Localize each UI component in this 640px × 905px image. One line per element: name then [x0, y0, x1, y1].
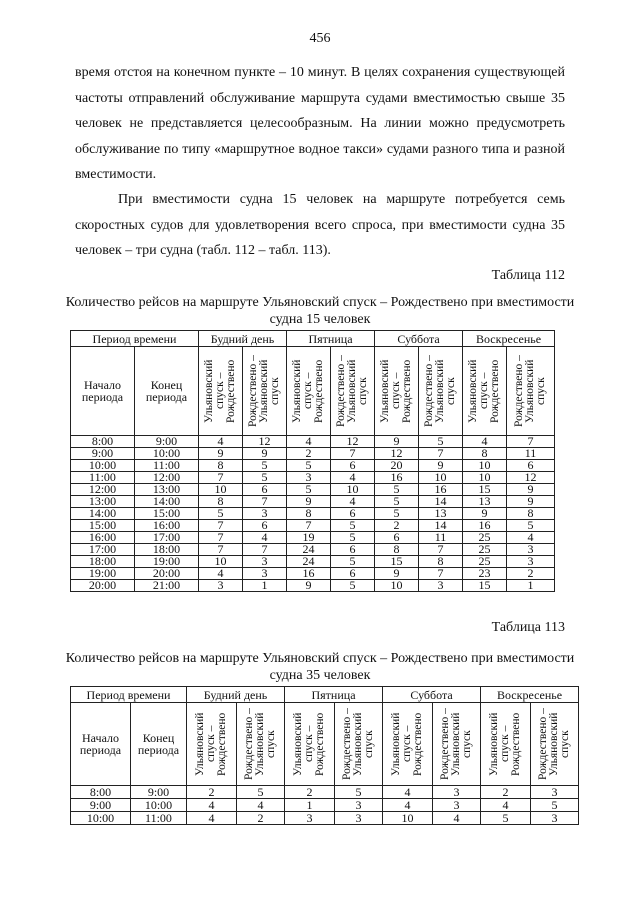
value-cell: 6 — [331, 508, 375, 520]
table-row — [71, 580, 555, 592]
value-cell: 6 — [331, 568, 375, 580]
value-cell: 8 — [375, 544, 419, 556]
table-113-body — [71, 786, 579, 825]
value-cell: 6 — [331, 460, 375, 472]
table-row — [71, 799, 579, 812]
time-cell: 8:00 — [71, 436, 135, 448]
value-cell: 9 — [287, 496, 331, 508]
time-cell: 18:00 — [135, 544, 199, 556]
paragraph-2: При вместимости судна 15 человек на маршруте потребуется семь скоростных судов для удовлетворения всего спроса, при вместимости судна 35 человек – три судна (табл. 112 – табл. 113). — [75, 192, 565, 258]
table-113-label: Таблица 113 — [491, 620, 565, 635]
value-cell: 4 — [507, 532, 555, 544]
time-cell: 19:00 — [71, 568, 135, 580]
value-cell: 5 — [331, 580, 375, 592]
value-cell: 25 — [463, 532, 507, 544]
value-cell: 5 — [375, 496, 419, 508]
value-cell: 20 — [375, 460, 419, 472]
value-cell: 12 — [243, 436, 287, 448]
value-cell: 6 — [507, 460, 555, 472]
value-cell: 25 — [463, 544, 507, 556]
time-cell: 18:00 — [71, 556, 135, 568]
time-cell: 12:00 — [71, 484, 135, 496]
value-cell: 7 — [419, 568, 463, 580]
value-cell: 10 — [331, 484, 375, 496]
value-cell: 2 — [285, 786, 335, 799]
value-cell: 7 — [507, 436, 555, 448]
value-cell: 10 — [199, 484, 243, 496]
value-cell: 9 — [243, 448, 287, 460]
value-cell: 4 — [481, 799, 531, 812]
value-cell: 3 — [285, 812, 335, 825]
value-cell: 3 — [243, 556, 287, 568]
value-cell: 15 — [463, 580, 507, 592]
sunday-header: Воскресенье — [481, 687, 579, 703]
value-cell: 14 — [419, 496, 463, 508]
value-cell: 11 — [507, 448, 555, 460]
value-cell: 5 — [481, 812, 531, 825]
direction-header: Рождествено – Ульяновский спуск — [237, 703, 285, 786]
time-cell: 11:00 — [135, 460, 199, 472]
value-cell: 13 — [419, 508, 463, 520]
value-cell: 10 — [375, 580, 419, 592]
weekday-header: Будний день — [187, 687, 285, 703]
value-cell: 19 — [287, 532, 331, 544]
value-cell: 10 — [383, 812, 433, 825]
value-cell: 8 — [199, 496, 243, 508]
time-cell: 17:00 — [71, 544, 135, 556]
direction-header: Ульяновский спуск – Рождествено — [285, 703, 335, 786]
time-cell: 20:00 — [71, 580, 135, 592]
value-cell: 1 — [243, 580, 287, 592]
value-cell: 10 — [199, 556, 243, 568]
direction-header: Ульяновский спуск – Рождествено — [383, 703, 433, 786]
time-cell: 10:00 — [71, 812, 131, 825]
time-cell: 16:00 — [71, 532, 135, 544]
value-cell: 23 — [463, 568, 507, 580]
value-cell: 9 — [199, 448, 243, 460]
value-cell: 7 — [419, 544, 463, 556]
value-cell: 3 — [507, 556, 555, 568]
table-113 — [70, 686, 579, 825]
direction-header: Рождествено – Ульяновский спуск — [419, 347, 463, 436]
value-cell: 3 — [507, 544, 555, 556]
time-cell: 9:00 — [71, 448, 135, 460]
value-cell: 4 — [383, 799, 433, 812]
value-cell: 3 — [433, 786, 481, 799]
value-cell: 15 — [463, 484, 507, 496]
value-cell: 5 — [243, 460, 287, 472]
direction-header: Ульяновский спуск – Рождествено — [187, 703, 237, 786]
value-cell: 16 — [463, 520, 507, 532]
direction-header: Ульяновский спуск – Рождествено — [287, 347, 331, 436]
value-cell: 5 — [243, 472, 287, 484]
time-cell: 15:00 — [135, 508, 199, 520]
saturday-header: Суббота — [375, 331, 463, 347]
time-cell: 14:00 — [71, 508, 135, 520]
time-cell: 21:00 — [135, 580, 199, 592]
value-cell: 5 — [331, 520, 375, 532]
table-row — [71, 786, 579, 799]
value-cell: 4 — [331, 496, 375, 508]
period-header: Период времени — [71, 687, 187, 703]
time-cell: 19:00 — [135, 556, 199, 568]
value-cell: 24 — [287, 544, 331, 556]
value-cell: 8 — [287, 508, 331, 520]
value-cell: 12 — [331, 436, 375, 448]
value-cell: 4 — [187, 799, 237, 812]
paragraph-1: время отстоя на конечном пункте – 10 минут. В целях сохранения существующей частоты отправлений обслуживание маршрута судами вместимостью свыше 35 человек не представляется целесообразным. На линии можно предусмотреть обслуживание по типу «маршрутное водное такси» судами разного типа и разной вместимости. — [75, 65, 565, 182]
value-cell: 8 — [463, 448, 507, 460]
direction-header: Рождествено – Ульяновский спуск — [433, 703, 481, 786]
direction-header: Ульяновский спуск – Рождествено — [375, 347, 419, 436]
value-cell: 2 — [481, 786, 531, 799]
value-cell: 6 — [331, 544, 375, 556]
value-cell: 2 — [507, 568, 555, 580]
value-cell: 9 — [463, 508, 507, 520]
time-cell: 13:00 — [71, 496, 135, 508]
direction-header: Рождествено – Ульяновский спуск — [331, 347, 375, 436]
value-cell: 4 — [199, 568, 243, 580]
value-cell: 11 — [419, 532, 463, 544]
value-cell: 3 — [287, 472, 331, 484]
value-cell: 5 — [287, 460, 331, 472]
value-cell: 3 — [531, 812, 579, 825]
value-cell: 9 — [507, 484, 555, 496]
value-cell: 4 — [331, 472, 375, 484]
time-cell: 8:00 — [71, 786, 131, 799]
value-cell: 7 — [199, 472, 243, 484]
direction-header: Рождествено – Ульяновский спуск — [531, 703, 579, 786]
table-112 — [70, 330, 555, 592]
saturday-header: Суббота — [383, 687, 481, 703]
value-cell: 4 — [243, 532, 287, 544]
value-cell: 10 — [419, 472, 463, 484]
table-112-body — [71, 436, 555, 592]
table-112-title: Количество рейсов на маршруте Ульяновский спуск – Рождествено при вместимости судна 15 человек — [65, 295, 575, 327]
direction-header: Рождествено – Ульяновский спуск — [335, 703, 383, 786]
value-cell: 2 — [187, 786, 237, 799]
value-cell: 25 — [463, 556, 507, 568]
value-cell: 3 — [419, 580, 463, 592]
value-cell: 5 — [331, 532, 375, 544]
direction-header: Рождествено – Ульяновский спуск — [243, 347, 287, 436]
value-cell: 10 — [463, 460, 507, 472]
value-cell: 7 — [199, 544, 243, 556]
time-cell: 14:00 — [135, 496, 199, 508]
value-cell: 12 — [375, 448, 419, 460]
value-cell: 7 — [199, 532, 243, 544]
value-cell: 16 — [419, 484, 463, 496]
value-cell: 7 — [243, 544, 287, 556]
value-cell: 6 — [243, 520, 287, 532]
value-cell: 5 — [335, 786, 383, 799]
value-cell: 9 — [419, 460, 463, 472]
direction-header: Ульяновский спуск – Рождествено — [199, 347, 243, 436]
value-cell: 8 — [419, 556, 463, 568]
value-cell: 13 — [463, 496, 507, 508]
value-cell: 3 — [433, 799, 481, 812]
value-cell: 1 — [507, 580, 555, 592]
value-cell: 6 — [243, 484, 287, 496]
value-cell: 5 — [331, 556, 375, 568]
value-cell: 8 — [507, 508, 555, 520]
sunday-header: Воскресенье — [463, 331, 555, 347]
end-header: Конец периода — [135, 347, 199, 436]
value-cell: 4 — [433, 812, 481, 825]
value-cell: 3 — [199, 580, 243, 592]
value-cell: 7 — [331, 448, 375, 460]
direction-header: Ульяновский спуск – Рождествено — [463, 347, 507, 436]
start-header: Начало периода — [71, 703, 131, 786]
weekday-header: Будний день — [199, 331, 287, 347]
value-cell: 6 — [375, 532, 419, 544]
value-cell: 4 — [199, 436, 243, 448]
value-cell: 2 — [287, 448, 331, 460]
table-row — [71, 812, 579, 825]
page-number: 456 — [309, 31, 331, 46]
value-cell: 5 — [237, 786, 285, 799]
value-cell: 9 — [375, 568, 419, 580]
value-cell: 5 — [199, 508, 243, 520]
value-cell: 9 — [375, 436, 419, 448]
time-cell: 11:00 — [131, 812, 187, 825]
value-cell: 5 — [375, 484, 419, 496]
time-cell: 13:00 — [135, 484, 199, 496]
direction-header: Ульяновский спуск – Рождествено — [481, 703, 531, 786]
value-cell: 5 — [419, 436, 463, 448]
value-cell: 10 — [463, 472, 507, 484]
time-cell: 17:00 — [135, 532, 199, 544]
friday-header: Пятница — [285, 687, 383, 703]
value-cell: 3 — [335, 799, 383, 812]
value-cell: 5 — [531, 799, 579, 812]
value-cell: 9 — [287, 580, 331, 592]
value-cell: 16 — [375, 472, 419, 484]
time-cell: 12:00 — [135, 472, 199, 484]
time-cell: 9:00 — [71, 799, 131, 812]
time-cell: 15:00 — [71, 520, 135, 532]
value-cell: 5 — [287, 484, 331, 496]
value-cell: 9 — [507, 496, 555, 508]
value-cell: 1 — [285, 799, 335, 812]
value-cell: 24 — [287, 556, 331, 568]
value-cell: 4 — [287, 436, 331, 448]
value-cell: 14 — [419, 520, 463, 532]
value-cell: 4 — [463, 436, 507, 448]
time-cell: 16:00 — [135, 520, 199, 532]
period-header: Период времени — [71, 331, 199, 347]
time-cell: 10:00 — [71, 460, 135, 472]
value-cell: 7 — [287, 520, 331, 532]
value-cell: 5 — [507, 520, 555, 532]
value-cell: 7 — [419, 448, 463, 460]
value-cell: 3 — [531, 786, 579, 799]
value-cell: 8 — [199, 460, 243, 472]
time-cell: 10:00 — [135, 448, 199, 460]
value-cell: 15 — [375, 556, 419, 568]
value-cell: 4 — [187, 812, 237, 825]
start-header: Начало периода — [71, 347, 135, 436]
time-cell: 10:00 — [131, 799, 187, 812]
table-112-label: Таблица 112 — [491, 268, 565, 283]
time-cell: 9:00 — [131, 786, 187, 799]
value-cell: 2 — [237, 812, 285, 825]
value-cell: 2 — [375, 520, 419, 532]
value-cell: 7 — [243, 496, 287, 508]
value-cell: 7 — [199, 520, 243, 532]
friday-header: Пятница — [287, 331, 375, 347]
value-cell: 3 — [243, 508, 287, 520]
time-cell: 9:00 — [135, 436, 199, 448]
value-cell: 3 — [243, 568, 287, 580]
value-cell: 4 — [383, 786, 433, 799]
value-cell: 4 — [237, 799, 285, 812]
value-cell: 16 — [287, 568, 331, 580]
value-cell: 12 — [507, 472, 555, 484]
table-113-title: Количество рейсов на маршруте Ульяновский спуск – Рождествено при вместимости судна 35 человек — [65, 651, 575, 683]
time-cell: 20:00 — [135, 568, 199, 580]
direction-header: Рождествено – Ульяновский спуск — [507, 347, 555, 436]
value-cell: 3 — [335, 812, 383, 825]
time-cell: 11:00 — [71, 472, 135, 484]
value-cell: 5 — [375, 508, 419, 520]
end-header: Конец периода — [131, 703, 187, 786]
